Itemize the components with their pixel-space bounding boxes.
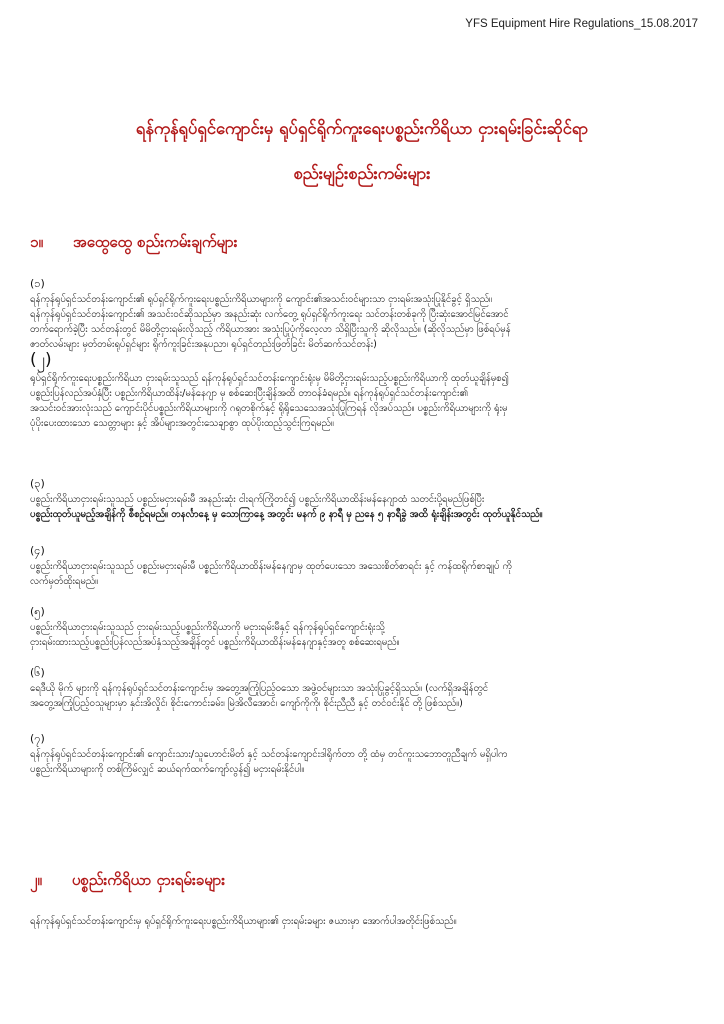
clause-5 [30, 604, 694, 650]
clause-line: ရုပ်ရှင်ရိုက်ကူးရေးပစ္စည်းကိရိယာ ငှားရမ်းသူသည် ရန်ကုန်ရုပ်ရှင်သင်တန်းကျောင်းရုံးမှ မိမိတို့ငှားရမ်းသည့်ပစ္စည်းကိရိယာကို ထုတ်ယူချိန်မှစ၍ [30, 373, 509, 384]
clause-number: (၇) [30, 732, 45, 745]
clause-1 [30, 276, 694, 352]
clause-line: အသင်းဝင်အားလုံးသည် ကျောင်းပိုင်ပစ္စည်းကိရိယာများကို ဂရုတစိုက်နှင့် ရိုရိုသေသေအသုံးပြုကြရန် လိုအပ်သည်။ ပစ္စည်းကိရိယာများကို ရုံးမှ [30, 403, 508, 414]
section-1-heading [30, 232, 237, 252]
clause-line: ပစ္စည်းကိရိယာငှားရမ်းသူသည် ပစ္စည်းမငှားရမ်းမီ ပစ္စည်းကိရိယာထိန်းမန်နေဂျာမှ ထုတ်ပေးသော အသေးစိတ်စာရင်း နှင့် ကန်ထရိုက်စာချုပ် ကို [30, 561, 512, 572]
clause-line: ရန်ကုန်ရုပ်ရှင်သင်တန်းကျောင်း၏ ကျောင်းသား/သူဟောင်းမိတ် နှင့် သင်တန်းကျောင်းဒါရိုက်တာ တို့ ထံမှ တင်ကူးသဘောတူညီချက် မရှိပါက [30, 749, 508, 760]
clause-line: ငှားရမ်းထားသည့်ပစ္စည်းပြန်လည်အပ်နှံသည့်အချိန်တွင် ပစ္စည်းကိရိယာထိန်းမန်နေဂျာနှင့်အတူ စစ်ဆေးရမည်။ [30, 637, 400, 648]
clause-line: အတွေ့အကြုံပြည့်ဝသူများမှာ နှင်းအိလှိုင်၊ စိုင်းကောင်းခမ်း၊ မြဲအိလီအောင်၊ ကျော်ကိုကို၊ စိုင်းညီညီ နှင့် တင်ဝင်းနိုင် တို့ ဖြစ်သည်။) [30, 698, 463, 709]
clause-line: လက်မှတ်ထိုးရမည်။ [30, 576, 99, 587]
section-2-title: ပစ္စည်းကိရိယာ ငှားရမ်းခများ [71, 871, 226, 889]
clause-number: (၆) [30, 666, 45, 679]
clause-6 [30, 665, 694, 711]
clause-number: (၅) [30, 605, 45, 618]
clause-number: (၄) [30, 544, 45, 557]
section-2-intro: ရန်ကုန်ရုပ်ရှင်သင်တန်းကျောင်းမှ ရုပ်ရှင်ရိုက်ကူးရေးပစ္စည်းကိရိယာများ၏ ငှားရမ်းခများ ဇယားမှာ အောက်ပါအတိုင်းဖြစ်သည်။ [30, 916, 457, 927]
clause-2 [30, 350, 694, 431]
clause-line: ရန်ကုန်ရုပ်ရှင်သင်တန်းကျောင်း၏ ရုပ်ရှင်ရိုက်ကူးရေးပစ္စည်းကိရိယာများကို ကျောင်း၏အသင်းဝင်များသာ ငှားရမ်းအသုံးပြုနိုင်ခွင့် ရှိသည်။ [30, 294, 492, 305]
clause-line: ရေဒီယို မိုက် များကို ရန်ကုန်ရုပ်ရှင်သင်တန်းကျောင်းမှ အတွေ့အကြုံပြည့်ဝသော အဖွဲ့ဝင်များသာ အသုံးပြုခွင့်ရှိသည်။ (လက်ရှိအချိန်တွင် [30, 683, 489, 694]
section-2-heading [30, 870, 225, 890]
clause-line: ဇာတ်လမ်းများ မှတ်တမ်းရုပ်ရှင်များ ရိုက်ကူးခြင်းအနုပညာ၊ ရုပ်ရှင်တည်းဖြတ်ခြင်း မိတ်ဆက်သင်တန်း) [30, 339, 377, 350]
clause-line: ပစ္စည်းပြန်လည်အပ်နှံပြီး ပစ္စည်းကိရိယာထိန်း/မန်နေဂျာ မှ စစ်ဆေးပြီးချိန်အထိ တာဝန်ခံရမည်။ ရန်ကုန်ရုပ်ရှင်သင်တန်းကျောင်း၏ [30, 388, 468, 399]
clause-line: ပစ္စည်းကိရိယာများကို တစ်ကြိမ်လျှင် ဆယ်ရက်ထက်ကျော်လွန်၍ မငှားရမ်းနိုင်ပါ။ [30, 764, 305, 775]
clause-3 [30, 476, 694, 522]
document-title-line-2: စည်းမျဉ်းစည်းကမ်းများ [293, 164, 431, 183]
clause-number: (၂) [30, 350, 52, 370]
clause-line: ပစ္စည်းကိရိယာငှားရမ်းသူသည် ငှားရမ်းသည့်ပစ္စည်းကိရိယာကို မငှားရမ်းမီနှင့် ရန်ကုန်ရုပ်ရှင်ကျောင်းရုံးသို့ [30, 622, 385, 633]
clause-line: ပစ္စည်းထုတ်ယူမည့်အချိန်ကို စီစဉ်ရမည်။ တနင်္လာနေ့ မှ သောကြာနေ့ အတွင်း မနက် ၉ နာရီ မှ ညနေ ၅ နာရီခွဲ အထိ ရုံးချိန်းအတွင်း ထုတ်ယူနိုင်သည်။ [30, 509, 543, 520]
section-1-title: အထွေထွေ စည်းကမ်းချက်များ [72, 233, 238, 251]
clause-number: (၃) [30, 477, 45, 490]
clause-line: ပစ္စည်းကိရိယာငှားရမ်းသူသည် ပစ္စည်းမငှားရမ်းမီ အနည်းဆုံး ငါးရက်ကြိုတင်၍ ပစ္စည်းကိရိယာထိန်းမန်နေဂျာထံ သတင်းပို့ရမည်ဖြစ်ပြီး [30, 494, 485, 505]
clause-4 [30, 543, 694, 589]
document-reference: YFS Equipment Hire Regulations_15.08.2017 [465, 18, 698, 30]
clause-7 [30, 731, 694, 777]
section-2-number: ၂။ [30, 871, 42, 889]
section-1-number: ၁။ [30, 233, 43, 251]
clause-line: တက်ရောက်ခဲ့ပြီး သင်တန်းတွင် မိမိတို့ငှားရမ်းလိုသည့် ကိရိယာအား အသုံးပြုပုံကိုလေ့လာ သိရှိပြီးသူကို ဆိုလိုသည်။ (ဆိုလိုသည်မှာ ဖြစ်ရပ်မှန် [30, 324, 511, 335]
clause-number: (၁) [30, 277, 45, 290]
document-title-line-1: ရန်ကုန်ရုပ်ရှင်ကျောင်းမှ ရုပ်ရှင်ရိုက်ကူးရေးပစ္စည်းကိရိယာ ငှားရမ်းခြင်းဆိုင်ရာ [135, 119, 589, 138]
clause-line: ပုံပိုးပေးထားသော သေတ္တာများ နှင့် အိပ်များအတွင်းသေချာစွာ ထုပ်ပိုးထည့်သွင်းကြရမည်။ [30, 418, 334, 429]
clause-line: ရန်ကုန်ရုပ်ရှင်သင်တန်းကျောင်း၏ အသင်းဝင်ဆိုသည်မှာ အနည်းဆုံး လက်တွေ့ ရုပ်ရှင်ရိုက်ကူးရေး သင်တန်းတစ်ခုကို ပြီးဆုံးအောင်မြင်အောင် [30, 309, 509, 320]
